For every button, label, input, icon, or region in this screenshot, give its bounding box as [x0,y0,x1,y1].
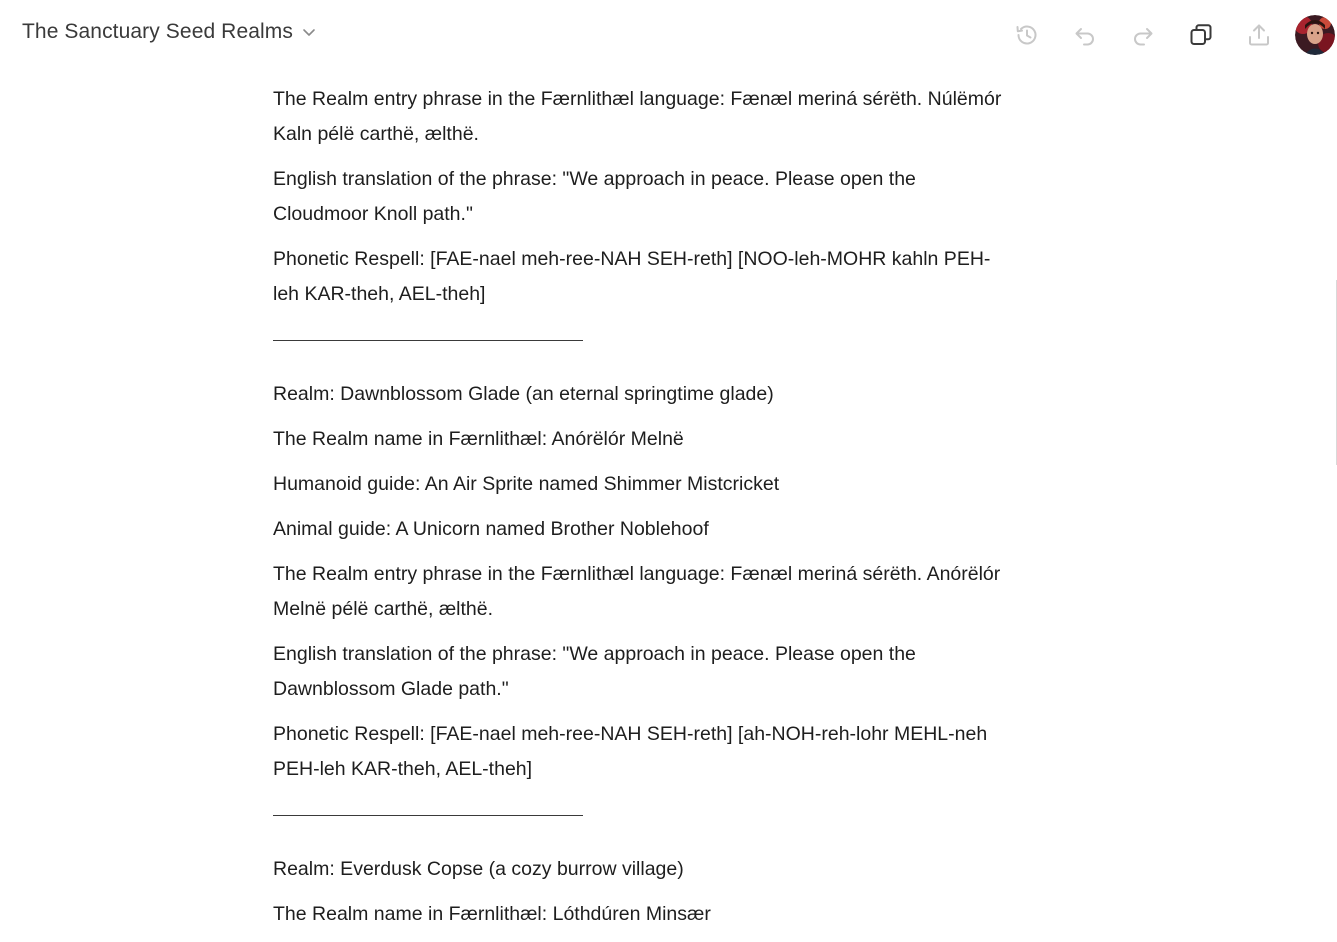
share-button[interactable] [1237,13,1281,57]
top-bar [0,0,1337,70]
document-paragraph: Phonetic Respell: [FAE-nael meh-ree-NAH SEH-reth] [NOO-leh-MOHR kahln PEH-leh KAR-theh, AEL-theh] [273,248,991,305]
redo-button[interactable] [1121,13,1165,57]
document-paragraph: English translation of the phrase: "We approach in peace. Please open the Dawnblossom Glade path." [273,643,916,700]
document-paragraph: Phonetic Respell: [FAE-nael meh-ree-NAH SEH-reth] [ah-NOH-reh-lohr MEHL-neh PEH-leh KAR-theh, AEL-theh] [273,723,988,780]
user-avatar-icon [1295,15,1335,55]
toolbar [991,12,1337,58]
chevron-down-icon[interactable] [301,23,319,41]
history-icon [1013,21,1041,49]
document-paragraph: The Realm name in Færnlithæl: Lóthdúren Minsær [273,903,711,925]
undo-icon [1071,21,1099,49]
document-paragraph: The Realm entry phrase in the Færnlithæl language: Fænæl meriná sérëth. Núlëmór Kaln pélë carthë, ælthë. [273,88,1002,145]
document-title-menu[interactable] [22,20,319,44]
document-body [273,82,1003,942]
copy-icon [1187,21,1215,49]
document-paragraph: Realm: Dawnblossom Glade (an eternal springtime glade) [273,383,774,405]
section-separator [273,815,583,816]
document-paragraph: The Realm entry phrase in the Færnlithæl language: Fænæl meriná sérëth. Anórëlór Melnë pélë carthë, ælthë. [273,563,1001,620]
document-paragraph: Animal guide: A Unicorn named Brother Noblehoof [273,518,709,540]
document-paragraph: The Realm name in Færnlithæl: Anórëlór Melnë [273,428,684,450]
share-upload-icon [1245,21,1273,49]
avatar[interactable] [1295,15,1335,55]
document-paragraph: Realm: Everdusk Copse (a cozy burrow village) [273,858,684,880]
document-paragraph: English translation of the phrase: "We approach in peace. Please open the Cloudmoor Knoll path." [273,168,916,225]
document-paragraph: Humanoid guide: An Air Sprite named Shimmer Mistcricket [273,473,780,495]
copy-button[interactable] [1179,13,1223,57]
history-button[interactable] [1005,13,1049,57]
undo-button[interactable] [1063,13,1107,57]
redo-icon [1129,21,1157,49]
document-title: The Sanctuary Seed Realms [22,20,293,43]
section-separator [273,340,583,341]
